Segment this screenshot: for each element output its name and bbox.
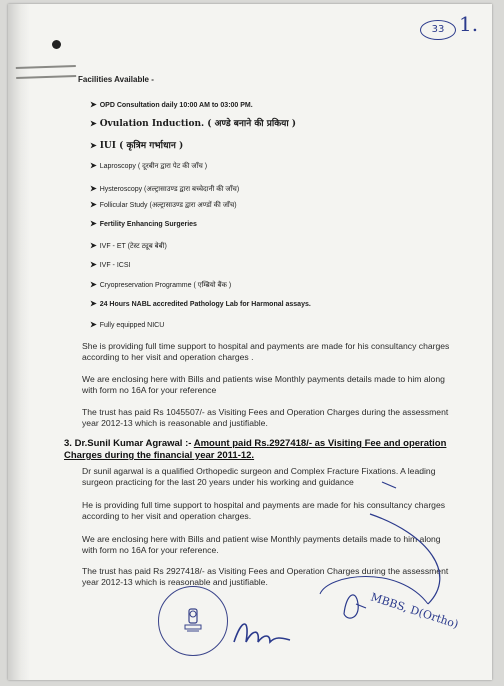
facility-item: ➤ OPD Consultation daily 10:00 AM to 03:00 PM. (90, 100, 253, 109)
arrow-icon: ➤ (90, 280, 97, 289)
arrow-icon: ➤ (90, 200, 97, 209)
punch-hole (52, 40, 61, 49)
facility-item: ➤ IUI ( कृत्रिम गर्भाधान ) (90, 140, 184, 151)
facility-item: ➤ Laproscopy ( दूरबीन द्वारा पेट की जाँच ) (90, 161, 208, 170)
document-page (8, 4, 492, 680)
paragraph: She is providing full time support to hospital and payments are made for his consultancy charges according to her visit and operation charges . (82, 341, 450, 362)
facility-item: ➤ Hysteroscopy (अल्ट्रासाउण्ड द्वारा बच्चेदानी की जाँच) (90, 184, 240, 193)
arrow-icon: ➤ (90, 100, 97, 109)
paragraph: He is providing full time support to hospital and payments are made for his consultancy charges according to her visit and operation charges. (82, 500, 446, 521)
emblem-icon (181, 605, 205, 635)
amount-paid: Amount paid Rs.2927418/- as Visiting Fee and operation Charges during the financial year 2011-12. (64, 438, 447, 461)
paragraph: We are enclosing here with Bills and patients wise Monthly payments details made to him along with form no 16A for your reference (82, 374, 445, 395)
facility-item: ➤ IVF - ET (टेस्ट ट्यूब बेबी) (90, 241, 167, 250)
facility-item: ➤ Follicular Study (अल्ट्रासाउण्ड द्वारा अण्डों की जाँच) (90, 200, 237, 209)
page-number-handwritten: 1. (459, 12, 479, 36)
arrow-icon: ➤ (90, 140, 97, 150)
binding-edge (8, 4, 30, 680)
facility-item: ➤ 24 Hours NABL accredited Pathology Lab for Harmonal assays. (90, 299, 311, 308)
arrow-icon: ➤ (90, 320, 97, 329)
paragraph: The trust has paid Rs 1045507/- as Visiting Fees and Operation Charges during the assessment year 2012-13 which is reasonable and justifiable. (82, 407, 449, 428)
doctor-name: Dr.Sunil Kumar Agrawal :- (74, 438, 192, 449)
arrow-icon: ➤ (90, 241, 97, 250)
paragraph: We are enclosing here with Bills and patient wise Monthly payments details made to him along with form no 16A for your reference. (82, 534, 441, 555)
arrow-icon: ➤ (90, 260, 97, 269)
arrow-icon: ➤ (90, 219, 97, 228)
handwritten-degree-text: MBBS, D(Ortho) (369, 590, 460, 632)
signature (230, 612, 300, 652)
facility-item: ➤ Ovulation Induction. ( अण्डे बनाने की प्रकिया ) (90, 118, 297, 129)
facility-item: ➤ Fertility Enhancing Surgeries (90, 219, 197, 228)
page-number-stamp: 33 (420, 20, 456, 40)
arrow-icon: ➤ (90, 184, 97, 193)
facility-item: ➤ Cryopreservation Programme ( एम्ब्रियो बैंक ) (90, 280, 232, 289)
official-seal (158, 586, 228, 656)
facility-item: ➤ IVF - ICSI (90, 260, 131, 269)
facility-item: ➤ Fully equipped NICU (90, 320, 165, 329)
paragraph: The trust has paid Rs 2927418/- as Visiting Fees and Operation Charges during the assessment year 2012-13 which is reasonable and justifiable. (82, 566, 449, 587)
arrow-icon: ➤ (90, 161, 97, 170)
file-tag-thread (16, 65, 76, 79)
facilities-heading: Facilities Available - (78, 75, 154, 84)
section-number: 3. (64, 438, 72, 449)
handwritten-signature-degree (336, 574, 460, 644)
paragraph: Dr sunil agarwal is a qualified Orthopedic surgeon and Complex Fracture Fixations. A leading surgeon practicing for the last 20 years under his working and guidance (82, 466, 436, 487)
arrow-icon: ➤ (90, 118, 97, 128)
arrow-icon: ➤ (90, 299, 97, 308)
